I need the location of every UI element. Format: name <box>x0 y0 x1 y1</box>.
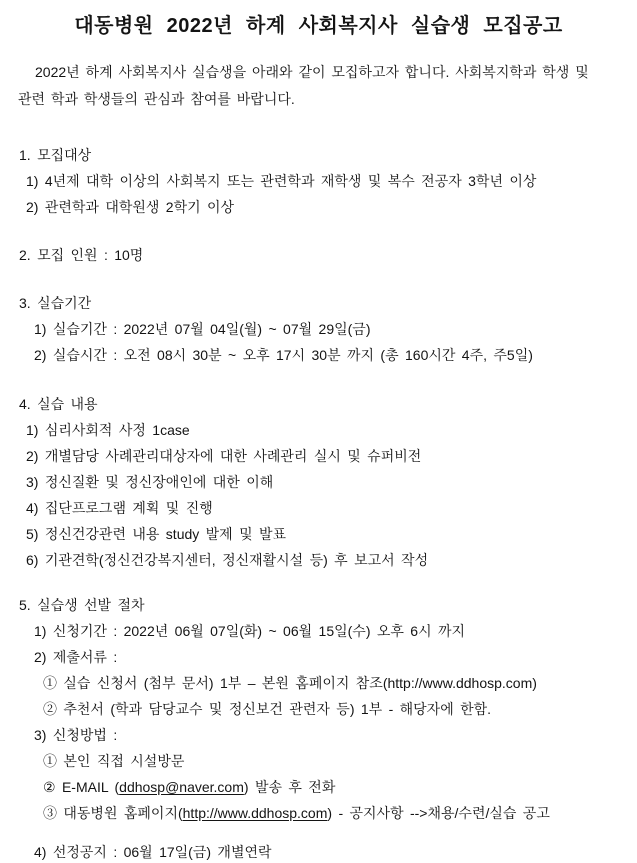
section-selection-process <box>0 592 637 863</box>
list-item: 2) 관련학과 대학원생 2학기 이상 <box>26 199 235 215</box>
section-training-period <box>0 290 637 368</box>
list-item: 3) 신청방법 : <box>34 727 118 743</box>
section-training-content <box>0 391 637 573</box>
section-heading: 3. 실습기간 <box>19 295 92 311</box>
item-text-prefix: ③ 대동병원 홈페이지( <box>43 805 183 821</box>
list-item: 6) 기관견학(정신건강복지센터, 정신재활시설 등) 후 보고서 작성 <box>26 552 429 568</box>
list-item: 1) 실습기간 : 2022년 07월 04일(월) ~ 07월 29일(금) <box>34 321 371 337</box>
list-item <box>43 800 637 826</box>
list-item: 2) 개별담당 사례관리대상자에 대한 사례관리 실시 및 슈퍼비전 <box>26 448 422 464</box>
list-item: 1) 신청기간 : 2022년 06월 07일(화) ~ 06월 15일(수) 오후 6시 까지 <box>34 623 466 639</box>
item-text-suffix: ) - 공지사항 -->채용/수련/실습 공고 <box>327 805 550 821</box>
section-recruitment-target <box>0 142 637 220</box>
section-heading: 5. 실습생 선발 절차 <box>19 597 145 613</box>
item-text-prefix: ② E-MAIL ( <box>43 779 120 795</box>
list-item: ① 본인 직접 시설방문 <box>43 753 185 769</box>
intro-line-2: 관련 학과 학생들의 관심과 참여를 바랍니다. <box>18 91 295 107</box>
homepage-link[interactable]: http://www.ddhosp.com <box>182 805 328 821</box>
list-item: 1) 4년제 대학 이상의 사회복지 또는 관련학과 재학생 및 복수 전공자 3학년 이상 <box>26 173 537 189</box>
email-link[interactable]: ddhosp@naver.com <box>119 779 244 795</box>
section-recruitment-number <box>0 242 637 268</box>
list-item: 2) 실습시간 : 오전 08시 30분 ~ 오후 17시 30분 까지 (총 160시간 4주, 주5일) <box>34 347 533 363</box>
list-item: 5) 정신건강관련 내용 study 발제 및 발표 <box>26 526 287 542</box>
list-item: 3) 정신질환 및 정신장애인에 대한 이해 <box>26 474 274 490</box>
list-item: 4) 선정공지 : 06월 17일(금) 개별연락 <box>34 844 272 860</box>
section-heading: 4. 실습 내용 <box>19 396 98 412</box>
list-item: 2) 제출서류 : <box>34 649 118 665</box>
intro-paragraph <box>18 59 623 113</box>
page-title: 대동병원 2022년 하계 사회복지사 실습생 모집공고 <box>74 15 563 37</box>
intro-line-1: 2022년 하계 사회복지사 실습생을 아래와 같이 모집하고자 합니다. 사회복지학과 학생 및 <box>35 64 589 80</box>
section-heading: 2. 모집 인원 : 10명 <box>19 247 144 263</box>
list-item <box>43 774 637 800</box>
list-item: 1) 심리사회적 사정 1case <box>26 422 190 438</box>
list-item: 4) 집단프로그램 계획 및 진행 <box>26 500 213 516</box>
section-heading: 1. 모집대상 <box>19 147 92 163</box>
item-text-suffix: ) 발송 후 전화 <box>243 779 336 795</box>
list-item: ① 실습 신청서 (첨부 문서) 1부 – 본원 홈페이지 참조(http://www.ddhosp.com) <box>43 675 537 691</box>
list-item: ② 추천서 (학과 담당교수 및 정신보건 관련자 등) 1부 - 해당자에 한함. <box>43 701 492 717</box>
